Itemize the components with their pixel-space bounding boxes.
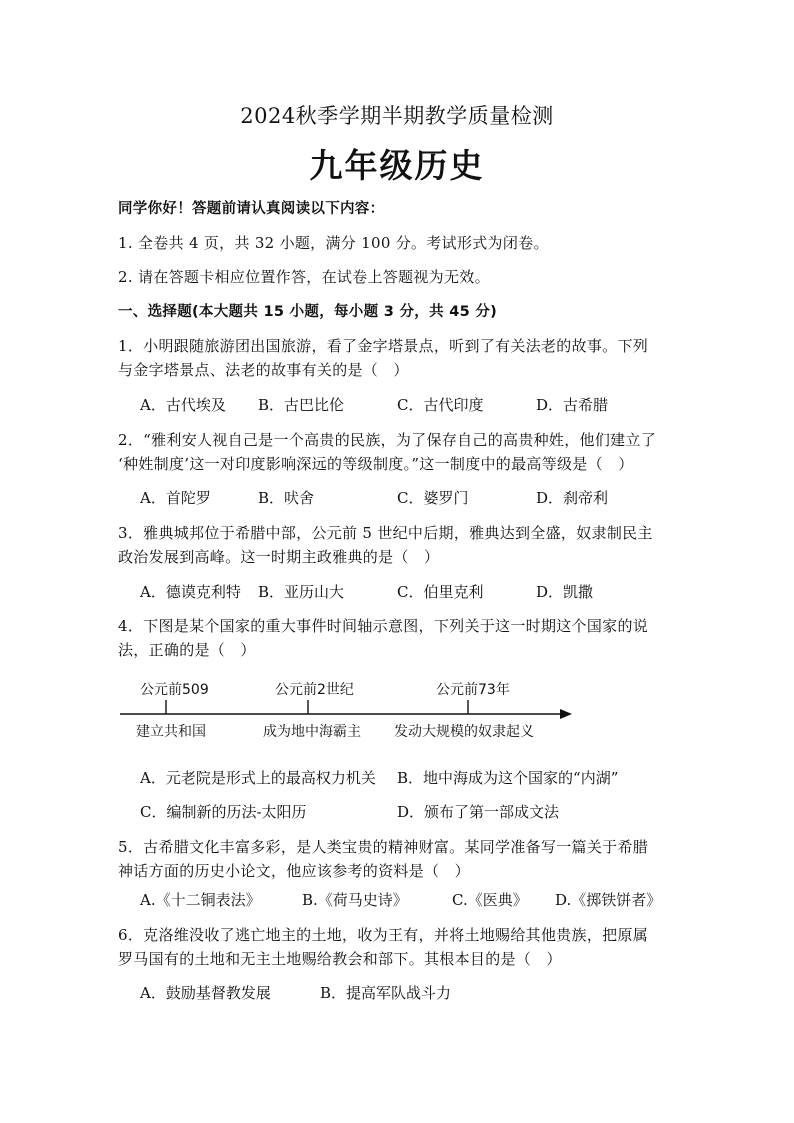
question-3-line-2: 政治发展到高峰。这一时期主政雅典的是（ ） <box>118 548 440 566</box>
question-1-line-1: 1．小明跟随旅游团出国旅游，看了金字塔景点，听到了有关法老的故事。下列 <box>118 337 649 355</box>
question-2-option-d: D．刹帝利 <box>536 489 609 507</box>
question-5-option-b: B.《荷马史诗》 <box>302 891 408 909</box>
question-2-line-2: ‘种姓制度’这一对印度影响深远的等级制度。”这一制度中的最高等级是（ ） <box>118 455 634 473</box>
question-4-line-1: 4．下图是某个国家的重大事件时间轴示意图，下列关于这一时期这个国家的说 <box>118 617 649 635</box>
timeline-event-3: 发动大规模的奴隶起义 <box>394 724 534 740</box>
question-3-option-b: B．亚历山大 <box>258 583 345 601</box>
timeline-date-2: 公元前2世纪 <box>275 682 354 698</box>
timeline-event-2: 成为地中海霸主 <box>263 724 361 740</box>
question-3-option-a: A．德谟克利特 <box>140 583 241 601</box>
section-heading: 一、选择题(本大题共 15 小题，每小题 3 分，共 45 分) <box>118 304 498 320</box>
timeline-date-3: 公元前73年 <box>436 682 510 698</box>
question-1-option-c: C．古代印度 <box>397 396 484 414</box>
question-3-option-c: C．伯里克利 <box>397 583 484 601</box>
exam-subject: 九年级历史 <box>309 146 485 185</box>
question-6-option-a: A．鼓励基督教发展 <box>140 984 271 1002</box>
question-5-option-a: A.《十二铜表法》 <box>140 891 261 909</box>
timeline-diagram <box>110 678 580 748</box>
question-3-option-d: D．凯撒 <box>536 583 594 601</box>
notice-item-2: 2. 请在答题卡相应位置作答，在试卷上答题视为无效。 <box>118 268 490 286</box>
question-6-line-1: 6．克洛维没收了逃亡地主的土地，收为王有，并将土地赐给其他贵族，把原属 <box>118 926 649 944</box>
timeline-arrow-head <box>560 709 572 719</box>
question-6-option-b: B．提高军队战斗力 <box>320 984 452 1002</box>
timeline-event-1: 建立共和国 <box>136 724 206 740</box>
timeline-date-1: 公元前509 <box>140 682 209 698</box>
question-5-line-2: 神话方面的历史小论文，他应该参考的资料是（ ） <box>118 862 470 880</box>
question-2-line-1: 2．“雅利安人视自己是一个高贵的民族，为了保存自己的高贵种姓，他们建立了 <box>118 431 657 449</box>
question-2-option-b: B．吠舍 <box>258 489 315 507</box>
question-3-line-1: 3．雅典城邦位于希腊中部，公元前 5 世纪中后期，雅典达到全盛，奴隶制民主 <box>118 524 653 542</box>
question-4-option-b: B．地中海成为这个国家的“内湖” <box>397 769 619 787</box>
notice-item-1: 1. 全卷共 4 页，共 32 小题，满分 100 分。考试形式为闭卷。 <box>118 234 549 252</box>
question-5-line-1: 5．古希腊文化丰富多彩，是人类宝贵的精神财富。某同学准备写一篇关于希腊 <box>118 838 649 856</box>
question-5-option-d: D.《掷铁饼者》 <box>555 891 662 909</box>
question-4-option-a: A．元老院是形式上的最高权力机关 <box>140 769 376 787</box>
question-5-option-c: C.《医典》 <box>452 891 528 909</box>
exam-title: 2024秋季学期半期教学质量检测 <box>240 104 554 128</box>
question-1-option-a: A．古代埃及 <box>140 396 226 414</box>
question-1-line-2: 与金字塔景点、法老的故事有关的是（ ） <box>118 361 409 379</box>
notice-heading: 同学你好！答题前请认真阅读以下内容： <box>118 201 385 217</box>
question-1-option-b: B．古巴比伦 <box>258 396 345 414</box>
question-1-option-d: D．古希腊 <box>536 396 609 414</box>
question-4-option-d: D．颁布了第一部成文法 <box>397 803 560 821</box>
question-4-line-2: 法，正确的是（ ） <box>118 641 256 659</box>
question-4-option-c: C．编制新的历法-太阳历 <box>140 803 307 821</box>
question-2-option-a: A．首陀罗 <box>140 489 211 507</box>
question-2-option-c: C．婆罗门 <box>397 489 469 507</box>
question-6-line-2: 罗马国有的土地和无主土地赐给教会和部下。其根本目的是（ ） <box>118 950 562 968</box>
